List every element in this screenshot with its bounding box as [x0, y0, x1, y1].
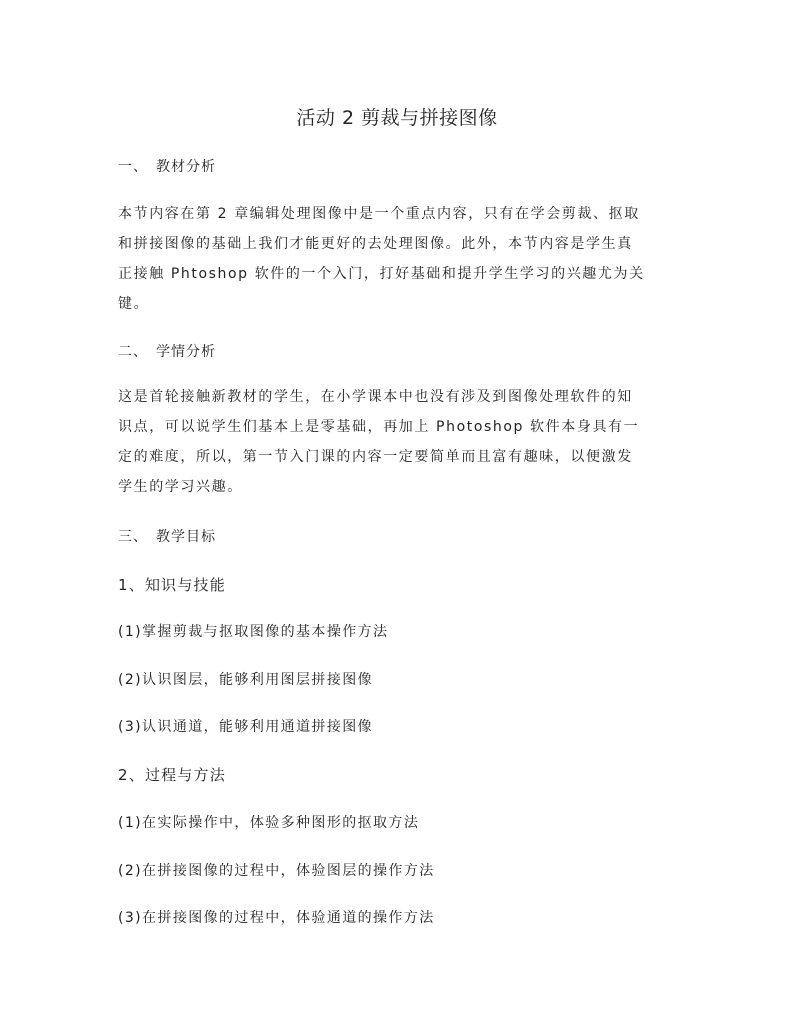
section-heading-text: 学情分析 — [156, 344, 216, 360]
paragraph-line: 学生的学习兴趣。 — [118, 479, 243, 495]
paragraph-line: 定的难度，所以，第一节入门课的内容一定要简单而且富有趣味，以便激发 — [118, 449, 633, 465]
section-heading-student-analysis — [118, 342, 216, 362]
paragraph-line: 正接触 Phtoshop 软件的一个入门，打好基础和提升学生学习的兴趣尤为关 — [118, 266, 645, 282]
goal-item: (1)在实际操作中，体验多种图形的抠取方法 — [118, 815, 420, 831]
goal-item: (3)在拼接图像的过程中，体验通道的操作方法 — [118, 910, 435, 926]
paragraph-line: 键。 — [118, 296, 150, 312]
section-heading-text: 教材分析 — [156, 159, 216, 175]
document-title: 活动 2 剪裁与拼接图像 — [296, 107, 498, 129]
section-heading-textbook-analysis — [118, 157, 216, 177]
paragraph-textbook-analysis — [118, 199, 678, 319]
section-heading-teaching-goals — [118, 527, 216, 547]
goal-item: (2)在拼接图像的过程中，体验图层的操作方法 — [118, 863, 435, 879]
section-number: 二、 — [118, 344, 148, 360]
paragraph-line: 本节内容在第 2 章编辑处理图像中是一个重点内容，只有在学会剪裁、抠取 — [118, 206, 640, 222]
goal-item: (2)认识图层，能够利用图层拼接图像 — [118, 672, 374, 688]
goal-item: (1)掌握剪裁与抠取图像的基本操作方法 — [118, 624, 389, 640]
paragraph-line: 和拼接图像的基础上我们才能更好的去处理图像。此外，本节内容是学生真 — [118, 236, 633, 252]
goal-heading-knowledge-skills: 1、知识与技能 — [118, 576, 226, 594]
paragraph-line: 识点，可以说学生们基本上是零基础，再加上 Photoshop 软件本身具有一 — [118, 419, 640, 435]
paragraph-student-analysis — [118, 382, 678, 502]
section-number: 三、 — [118, 529, 148, 545]
paragraph-line: 这是首轮接触新教材的学生，在小学课本中也没有涉及到图像处理软件的知 — [118, 389, 633, 405]
goal-heading-process-methods: 2、过程与方法 — [118, 766, 226, 784]
section-heading-text: 教学目标 — [156, 529, 216, 545]
goal-item: (3)认识通道，能够利用通道拼接图像 — [118, 719, 374, 735]
section-number: 一、 — [118, 159, 148, 175]
